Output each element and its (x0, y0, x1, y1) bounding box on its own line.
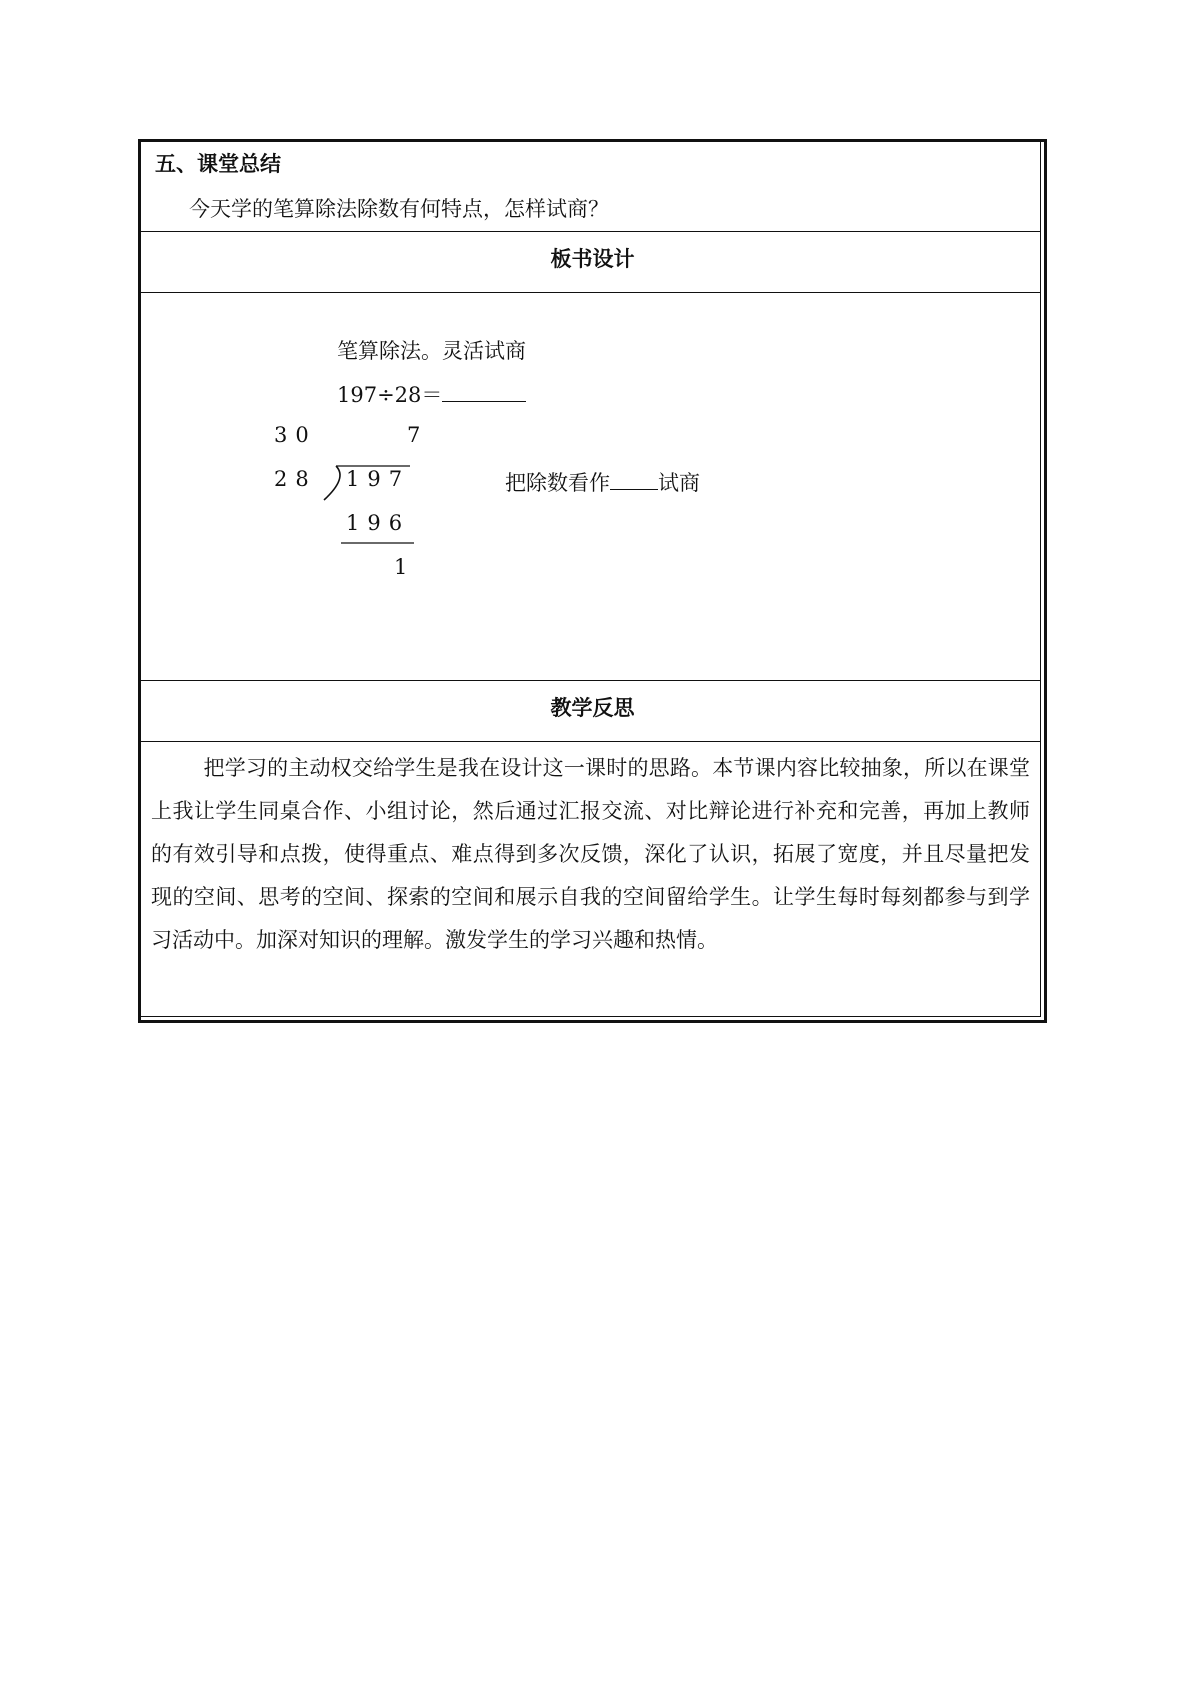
reflection-heading: 教学反思 (550, 696, 635, 720)
divider (141, 741, 1040, 742)
subtraction-line (341, 542, 421, 546)
summary-heading: 五、课堂总结 (155, 152, 281, 176)
board-equation (337, 379, 526, 409)
quotient: 7 (407, 423, 429, 447)
reflection-text: 把学习的主动权交给学生是我在设计这一课时的思路。本节课内容比较抽象，所以在课堂上我让学生同桌合作、小组讨论，然后通过汇报交流、对比辩论进行补充和完善，再加上教师的有效引导和点拨，使得重点、难点得到多次反馈，深化了认识，拓展了宽度，并且尽量把发现的空间、思考的空间、探索的空间和展示自我的空间留给学生。让学生每时每刻都参与到学习活动中。加深对知识的理解。激发学生的学习兴趣和热情。 (151, 756, 1030, 952)
answer-blank (442, 401, 526, 402)
divider (141, 292, 1040, 293)
product: 196 (346, 511, 411, 535)
board-title: 笔算除法。灵活试商 (337, 339, 526, 363)
summary-question: 今天学的笔算除法除数有何特点，怎样试商？ (189, 197, 609, 221)
equation-text: 197÷28＝ (337, 383, 443, 407)
divisor: 28 (274, 467, 317, 491)
divider (141, 231, 1040, 232)
hint-after: 试商 (658, 471, 700, 495)
divider (141, 680, 1040, 681)
trial-hint (505, 467, 700, 497)
approx-divisor: 30 (274, 423, 317, 447)
hint-blank (610, 489, 658, 490)
remainder: 1 (394, 555, 416, 579)
hint-before: 把除数看作 (505, 471, 610, 495)
lesson-table (138, 139, 1047, 1023)
dividend: 197 (346, 467, 411, 491)
board-heading: 板书设计 (550, 247, 635, 271)
